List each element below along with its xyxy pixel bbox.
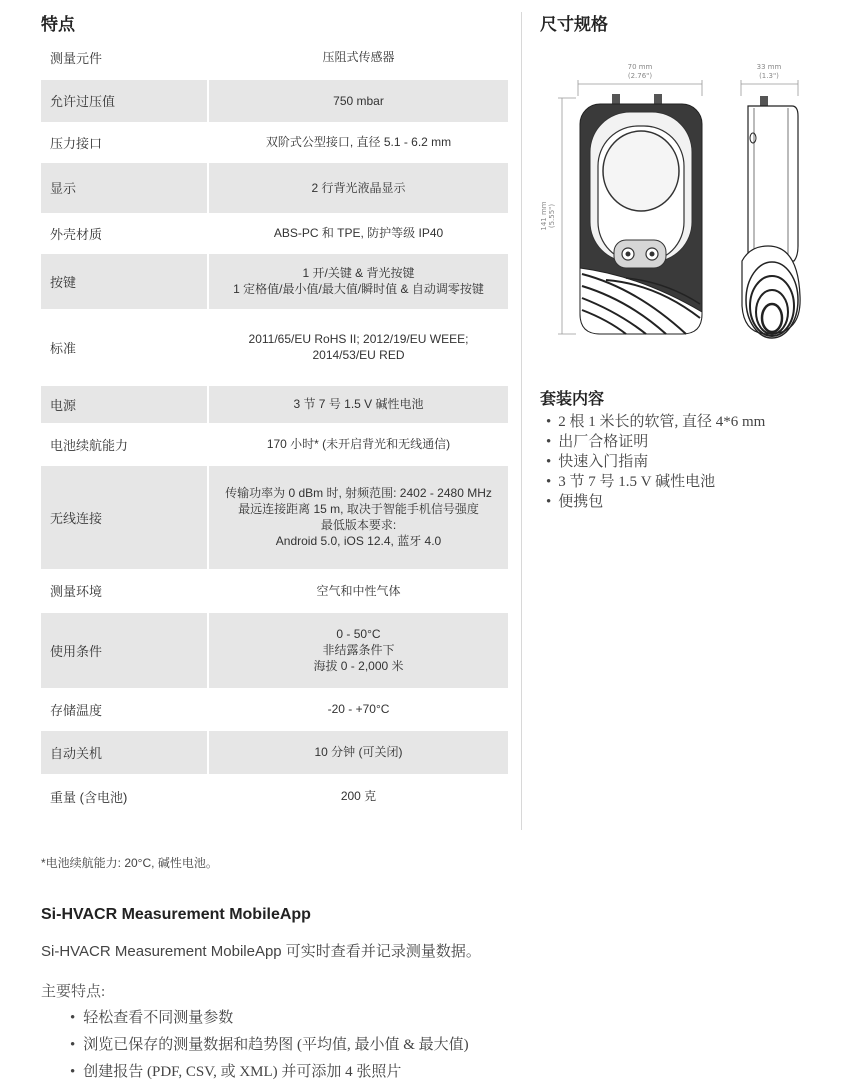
table-row bbox=[41, 611, 508, 689]
spec-value-line: 非结露条件下 bbox=[322, 643, 395, 657]
spec-value-line: 2011/65/EU RoHS II; 2012/19/EU WEEE; bbox=[248, 332, 469, 346]
spec-value bbox=[208, 161, 508, 214]
kit-list bbox=[546, 412, 765, 512]
features-label: 主要特点: bbox=[41, 984, 106, 1000]
spec-key: 标准 bbox=[50, 340, 77, 356]
list-item: • 浏览已保存的测量数据和趋势图 (平均值, 最小值 & 最大值) bbox=[70, 1033, 469, 1060]
spec-value-line: -20 - +70°C bbox=[327, 702, 390, 716]
table-row bbox=[41, 570, 508, 611]
list-item: • 创建报告 (PDF, CSV, 或 XML) 并可添加 4 张照片 bbox=[70, 1060, 469, 1087]
column-divider bbox=[521, 12, 522, 830]
table-row bbox=[41, 689, 508, 729]
spec-value bbox=[208, 78, 508, 123]
spec-key: 按键 bbox=[41, 252, 208, 310]
list-item: • 轻松查看不同测量参数 bbox=[70, 1006, 469, 1033]
width-mm-label: 70 mm bbox=[627, 63, 653, 71]
table-row bbox=[41, 38, 508, 78]
spec-key: 无线连接 bbox=[41, 464, 208, 570]
spec-key: 外壳材质 bbox=[50, 226, 103, 242]
spec-key: 显示 bbox=[41, 161, 208, 214]
spec-value bbox=[208, 424, 508, 464]
spec-value bbox=[208, 775, 508, 817]
spec-key: 重量 (含电池) bbox=[50, 789, 128, 805]
spec-value-line: 最远连接距离 15 m, 取决于智能手机信号强度 bbox=[238, 502, 479, 516]
app-feature-list bbox=[70, 1006, 469, 1087]
table-row bbox=[41, 729, 508, 775]
spec-value-line: 3 节 7 号 1.5 V 碱性电池 bbox=[293, 397, 424, 411]
spec-value-line: 传输功率为 0 dBm 时, 射频范围: 2402 - 2480 MHz bbox=[225, 486, 492, 500]
table-row bbox=[41, 775, 508, 817]
spec-value bbox=[208, 729, 508, 775]
spec-value-line: 压阻式传感器 bbox=[322, 50, 395, 65]
spec-value-line: Android 5.0, iOS 12.4, 蓝牙 4.0 bbox=[275, 534, 442, 548]
spec-value-line: 2014/53/EU RED bbox=[312, 348, 405, 362]
depth-mm-label: 33 mm bbox=[756, 63, 782, 71]
list-item: • 便携包 bbox=[546, 492, 765, 512]
specs-table bbox=[41, 38, 508, 819]
spec-value-line: 170 小时* (未开启背光和无线通信) bbox=[266, 437, 451, 451]
table-row bbox=[41, 384, 508, 424]
table-row bbox=[41, 464, 508, 570]
device-dimension-diagram bbox=[536, 56, 836, 346]
spec-value bbox=[208, 214, 508, 252]
kit-title: 套装内容 bbox=[540, 391, 605, 408]
spec-value-line: ABS-PC 和 TPE, 防护等级 IP40 bbox=[273, 226, 444, 240]
spec-value-line: 0 - 50°C bbox=[336, 627, 381, 641]
spec-value-line: 最低版本要求: bbox=[320, 518, 397, 532]
table-row bbox=[41, 424, 508, 464]
list-item: • 3 节 7 号 1.5 V 碱性电池 bbox=[546, 472, 765, 492]
width-in-label: (2.76") bbox=[627, 72, 653, 80]
dimensions-title: 尺寸规格 bbox=[540, 15, 608, 34]
spec-value bbox=[208, 570, 508, 611]
spec-value-line: 10 分钟 (可关闭) bbox=[314, 745, 403, 759]
height-in-label: (5.55") bbox=[548, 203, 556, 229]
device-front-view bbox=[580, 94, 702, 334]
spec-key: 压力接口 bbox=[50, 135, 103, 151]
spec-value-line: 双阶式公型接口, 直径 5.1 - 6.2 mm bbox=[265, 135, 452, 149]
height-mm-label: 141 mm bbox=[540, 201, 548, 231]
spec-value-line: 750 mbar bbox=[333, 93, 384, 108]
device-side-view bbox=[742, 96, 800, 338]
app-title: Si-HVACR Measurement MobileApp bbox=[41, 906, 311, 923]
spec-value bbox=[208, 38, 508, 78]
spec-key: 允许过压值 bbox=[41, 78, 208, 123]
table-row bbox=[41, 161, 508, 214]
spec-key: 使用条件 bbox=[41, 611, 208, 689]
depth-in-label: (1.3") bbox=[759, 72, 779, 80]
spec-value-line: 200 克 bbox=[340, 789, 377, 803]
list-item: • 2 根 1 米长的软管, 直径 4*6 mm bbox=[546, 412, 765, 432]
spec-value bbox=[208, 464, 508, 570]
spec-key: 电池续航能力 bbox=[50, 437, 129, 453]
app-description: Si-HVACR Measurement MobileApp 可实时查看并记录测量数据。 bbox=[41, 943, 481, 960]
spec-key: 自动关机 bbox=[41, 729, 208, 775]
spec-key: 电源 bbox=[41, 384, 208, 424]
spec-value bbox=[208, 310, 508, 384]
spec-value bbox=[208, 252, 508, 310]
spec-value-line: 1 开/关键 & 背光按键 bbox=[302, 266, 415, 280]
spec-value bbox=[208, 689, 508, 729]
spec-key: 存储温度 bbox=[50, 702, 103, 718]
table-row bbox=[41, 310, 508, 384]
spec-value-line: 1 定格值/最小值/最大值/瞬时值 & 自动调零按键 bbox=[233, 282, 484, 296]
spec-value-line: 2 行背光液晶显示 bbox=[311, 180, 406, 195]
battery-footnote: *电池续航能力: 20°C, 碱性电池。 bbox=[41, 856, 218, 870]
specs-title: 特点 bbox=[41, 15, 75, 34]
table-row bbox=[41, 214, 508, 252]
table-row bbox=[41, 252, 508, 310]
spec-value bbox=[208, 611, 508, 689]
spec-value-line: 海拔 0 - 2,000 米 bbox=[313, 659, 404, 673]
list-item: • 快速入门指南 bbox=[546, 452, 765, 472]
spec-key: 测量环境 bbox=[50, 584, 103, 599]
spec-value bbox=[208, 384, 508, 424]
table-row bbox=[41, 78, 508, 123]
spec-key: 测量元件 bbox=[50, 50, 103, 66]
spec-value bbox=[208, 123, 508, 161]
list-item: • 出厂合格证明 bbox=[546, 432, 765, 452]
spec-value-line: 空气和中性气体 bbox=[316, 583, 401, 598]
table-row bbox=[41, 123, 508, 161]
